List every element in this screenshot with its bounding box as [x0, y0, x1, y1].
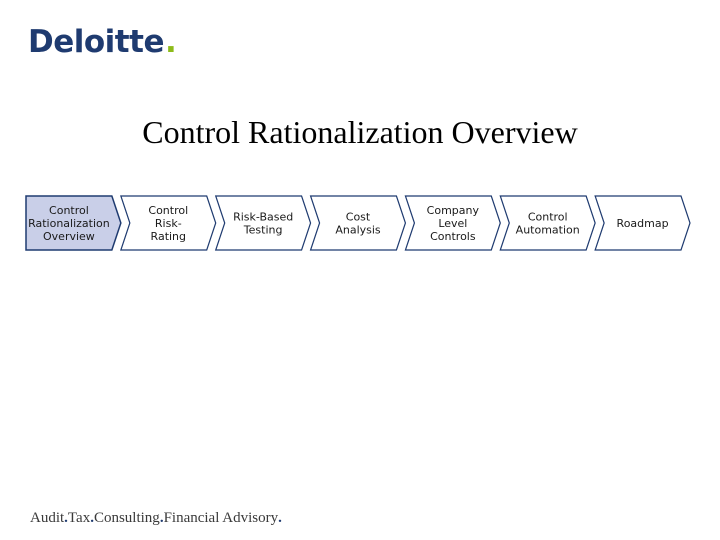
page-title: Control Rationalization Overview — [142, 114, 578, 150]
step-label-line: Rating — [150, 230, 187, 243]
step-label-line: Company — [426, 204, 480, 217]
footer-separator: . — [278, 510, 282, 526]
process-step-cost-analysis[interactable] — [311, 196, 406, 250]
step-label-line: Automation — [515, 223, 580, 237]
footer-separator: . — [64, 510, 68, 526]
footer-separator: . — [159, 510, 164, 526]
footer-tagline — [30, 508, 282, 528]
step-label-line: Level — [438, 217, 468, 230]
step-label-line: Roadmap — [616, 217, 669, 230]
footer-item-financial-advisory: Financial Advisory — [163, 510, 279, 526]
process-step-control-rationalization-overview[interactable] — [26, 196, 121, 250]
footer-item-consulting: Consulting — [93, 510, 160, 526]
process-step-company-level-controls[interactable] — [405, 196, 500, 250]
step-label-line: Analysis — [335, 223, 381, 237]
deloitte-logo — [28, 22, 176, 62]
step-label-line: Controls — [430, 230, 476, 243]
step-label-line: Risk-Based — [233, 210, 294, 224]
step-label-line: Overview — [43, 230, 95, 243]
step-label-line: Control — [49, 204, 89, 217]
footer-separator: . — [90, 510, 94, 526]
step-label-line: Risk- — [154, 217, 182, 230]
process-step-risk-based-testing[interactable] — [216, 196, 311, 250]
footer-item-tax: Tax — [67, 510, 91, 526]
process-step-control-risk-rating[interactable] — [121, 196, 216, 250]
logo-dot: . — [164, 24, 177, 60]
footer-item-audit: Audit — [30, 510, 65, 526]
step-label-line: Testing — [243, 223, 283, 237]
step-label-line: Rationalization — [28, 217, 110, 230]
process-step-control-automation[interactable] — [500, 196, 595, 250]
logo-text: Deloitte — [28, 24, 164, 60]
step-label-line: Control — [527, 210, 568, 224]
step-label-line: Cost — [345, 210, 371, 224]
step-label-line: Control — [148, 204, 189, 217]
process-step-roadmap[interactable] — [595, 196, 690, 250]
